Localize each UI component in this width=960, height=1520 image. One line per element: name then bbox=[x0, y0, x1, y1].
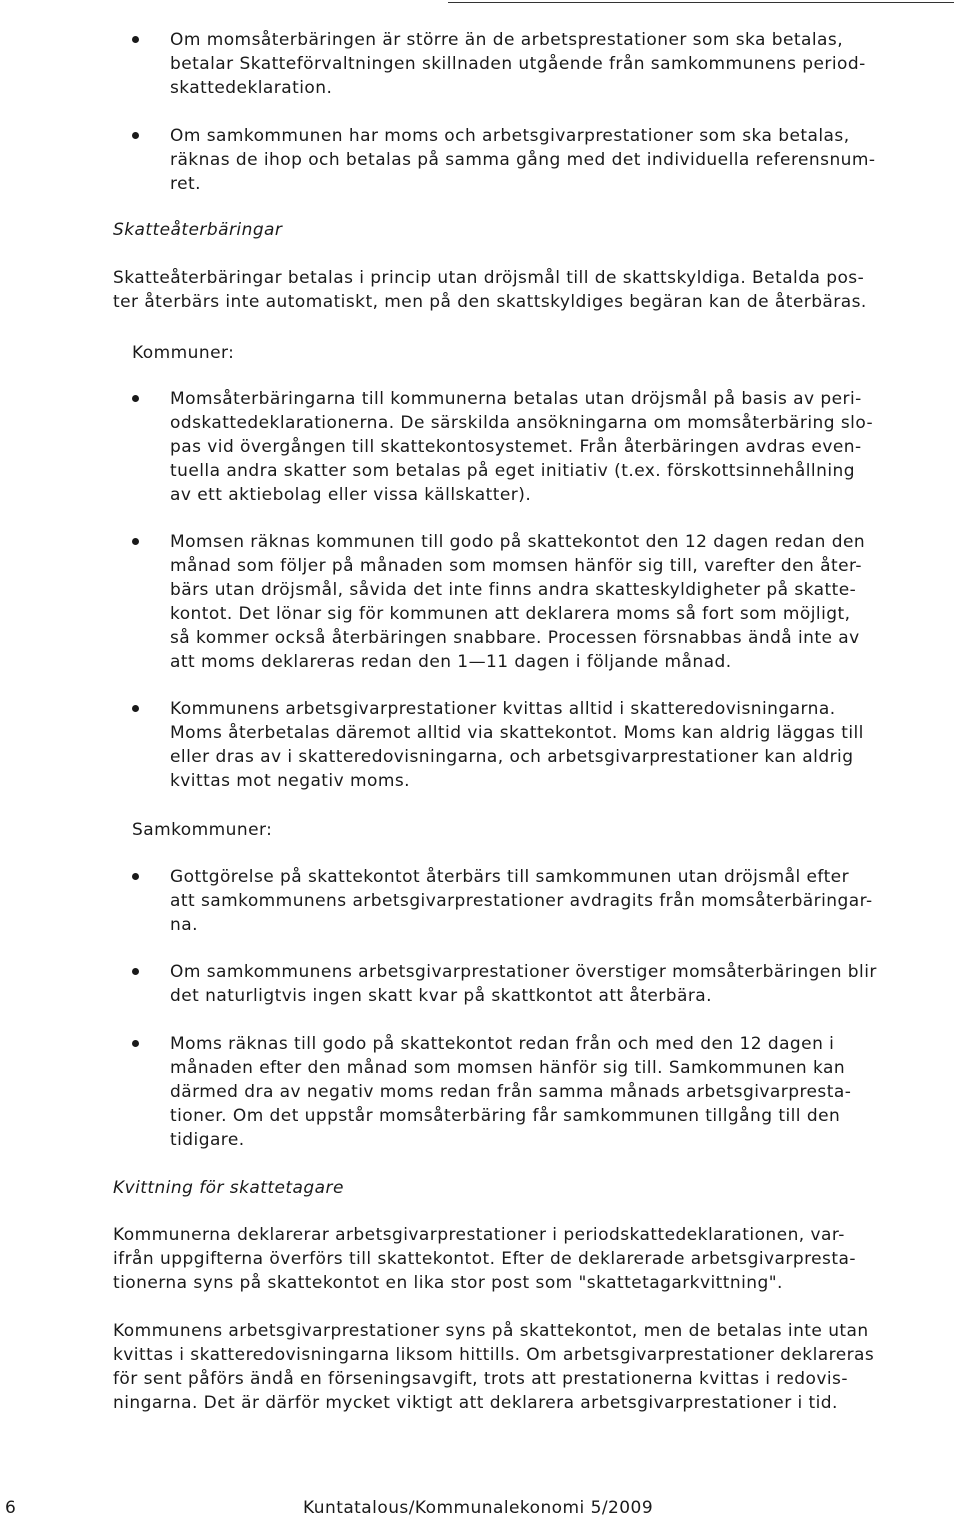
bullet-icon bbox=[132, 538, 139, 545]
text-line: ter återbärs inte automatiskt, men på den skattskyldiges begäran kan de återbäras. bbox=[113, 292, 867, 312]
text-line: att moms deklareras redan den 1—11 dagen i följande månad. bbox=[170, 652, 732, 672]
text-line: betalar Skatteförvaltningen skillnaden utgående från samkommunens period- bbox=[170, 54, 866, 74]
bullet-icon bbox=[132, 132, 139, 139]
bullet-text bbox=[170, 387, 950, 507]
text-line: månaden efter den månad som momsen hänför sig till. Samkommunen kan bbox=[170, 1058, 846, 1078]
text-line: därmed dra av negativ moms redan från samma månads arbetsgivarpresta- bbox=[170, 1082, 852, 1102]
text-line: bärs utan dröjsmål, såvida det inte finns andra skatteskyldigheter på skatte- bbox=[170, 580, 857, 600]
text-line: eller dras av i skatteredovisningarna, och arbetsgivarprestationer kan aldrig bbox=[170, 747, 854, 767]
text-line: Kommunens arbetsgivarprestationer kvittas alltid i skatteredovisningarna. bbox=[170, 699, 836, 719]
text-line: Skatteåterbäringar betalas i princip utan dröjsmål till de skattskyldiga. Betalda pos- bbox=[113, 268, 865, 288]
text-line: kvittas mot negativ moms. bbox=[170, 771, 410, 791]
text-line: så kommer också återbäringen snabbare. Processen försnabbas ändå inte av bbox=[170, 628, 860, 648]
bullet-text bbox=[170, 530, 950, 674]
text-line: för sent påförs ändå en förseningsavgift, trots att prestationerna kvittas i redovis- bbox=[113, 1369, 848, 1389]
text-line: av ett aktiebolag eller vissa källskatter). bbox=[170, 485, 532, 505]
text-line: Momsen räknas kommunen till godo på skattekontot den 12 dagen redan den bbox=[170, 532, 866, 552]
text-line: Moms återbetalas däremot alltid via skattekontot. Moms kan aldrig läggas till bbox=[170, 723, 864, 743]
bullet-icon bbox=[132, 1040, 139, 1047]
text-line: räknas de ihop och betalas på samma gång med det individuella referensnum- bbox=[170, 150, 876, 170]
text-line: tioner. Om det uppstår momsåterbäring får samkommunen tillgång till den bbox=[170, 1106, 841, 1126]
text-line: att samkommunens arbetsgivarprestationer avdragits från momsåterbäringar- bbox=[170, 891, 873, 911]
bullet-text bbox=[170, 865, 950, 937]
subheading-kommuner bbox=[132, 341, 960, 365]
text-line: na. bbox=[170, 915, 198, 935]
text-line: ifrån uppgifterna överförs till skattekontot. Efter de deklarerade arbetsgivarpresta- bbox=[113, 1249, 856, 1269]
text-line: det naturligtvis ingen skatt kvar på skattkontot att återbära. bbox=[170, 986, 713, 1006]
bullet-icon bbox=[132, 873, 139, 880]
text-line: Om momsåterbäringen är större än de arbetsprestationer som ska betalas, bbox=[170, 30, 844, 50]
text-line: kvittas i skatteredovisningarna liksom hittills. Om arbetsgivarprestationer deklareras bbox=[113, 1345, 875, 1365]
text-line: Momsåterbäringarna till kommunerna betalas utan dröjsmål på basis av peri- bbox=[170, 389, 862, 409]
section-heading bbox=[113, 218, 953, 242]
text-line: Kommunerna deklarerar arbetsgivarprestationer i periodskattedeklarationen, var- bbox=[113, 1225, 845, 1245]
text-line: pas vid övergången till skattekontosystemet. Från återbäringen avdras even- bbox=[170, 437, 862, 457]
text-line: Gottgörelse på skattekontot återbärs till samkommunen utan dröjsmål efter bbox=[170, 867, 850, 887]
publication-title: Kuntatalous/Kommunalekonomi 5/2009 bbox=[303, 1498, 654, 1518]
paragraph bbox=[113, 266, 953, 314]
subheading-text: Samkommuner: bbox=[132, 820, 273, 840]
bullet-text bbox=[170, 960, 950, 1008]
text-line: ret. bbox=[170, 174, 201, 194]
bullet-icon bbox=[132, 705, 139, 712]
bullet-text bbox=[170, 697, 950, 793]
bullet-icon bbox=[132, 36, 139, 43]
bullet-text bbox=[170, 124, 950, 196]
top-rule bbox=[448, 2, 954, 3]
section-heading bbox=[113, 1176, 953, 1200]
text-line: skattedeklaration. bbox=[170, 78, 333, 98]
bullet-text bbox=[170, 28, 950, 100]
text-line: Moms räknas till godo på skattekontot redan från och med den 12 dagen i bbox=[170, 1034, 835, 1054]
section-heading-text: Kvittning för skattetagare bbox=[113, 1178, 344, 1198]
section-heading-text: Skatteåterbäringar bbox=[113, 220, 283, 240]
text-line: Om samkommunens arbetsgivarprestationer överstiger momsåterbäringen blir bbox=[170, 962, 877, 982]
text-line: tionerna syns på skattekontot en lika stor post som "skattetagarkvittning". bbox=[113, 1273, 783, 1293]
bullet-icon bbox=[132, 395, 139, 402]
page-number: 6 bbox=[5, 1498, 17, 1518]
bullet-text bbox=[170, 1032, 950, 1152]
text-line: tuella andra skatter som betalas på eget initiativ (t.ex. förskottsinnehållning bbox=[170, 461, 855, 481]
text-line: tidigare. bbox=[170, 1130, 245, 1150]
paragraph bbox=[113, 1223, 953, 1295]
text-line: Kommunens arbetsgivarprestationer syns på skattekontot, men de betalas inte utan bbox=[113, 1321, 869, 1341]
text-line: ningarna. Det är därför mycket viktigt att deklarera arbetsgivarprestationer i tid. bbox=[113, 1393, 838, 1413]
text-line: kontot. Det lönar sig för kommunen att deklarera moms så fort som möjligt, bbox=[170, 604, 851, 624]
text-line: månad som följer på månaden som momsen hänför sig till, varefter den åter- bbox=[170, 556, 862, 576]
subheading-text: Kommuner: bbox=[132, 343, 235, 363]
text-line: Om samkommunen har moms och arbetsgivarprestationer som ska betalas, bbox=[170, 126, 850, 146]
paragraph bbox=[113, 1319, 953, 1415]
bullet-icon bbox=[132, 968, 139, 975]
text-line: odskattedeklarationerna. De särskilda ansökningarna om momsåterbäring slo- bbox=[170, 413, 874, 433]
subheading-samkommuner bbox=[132, 818, 960, 842]
